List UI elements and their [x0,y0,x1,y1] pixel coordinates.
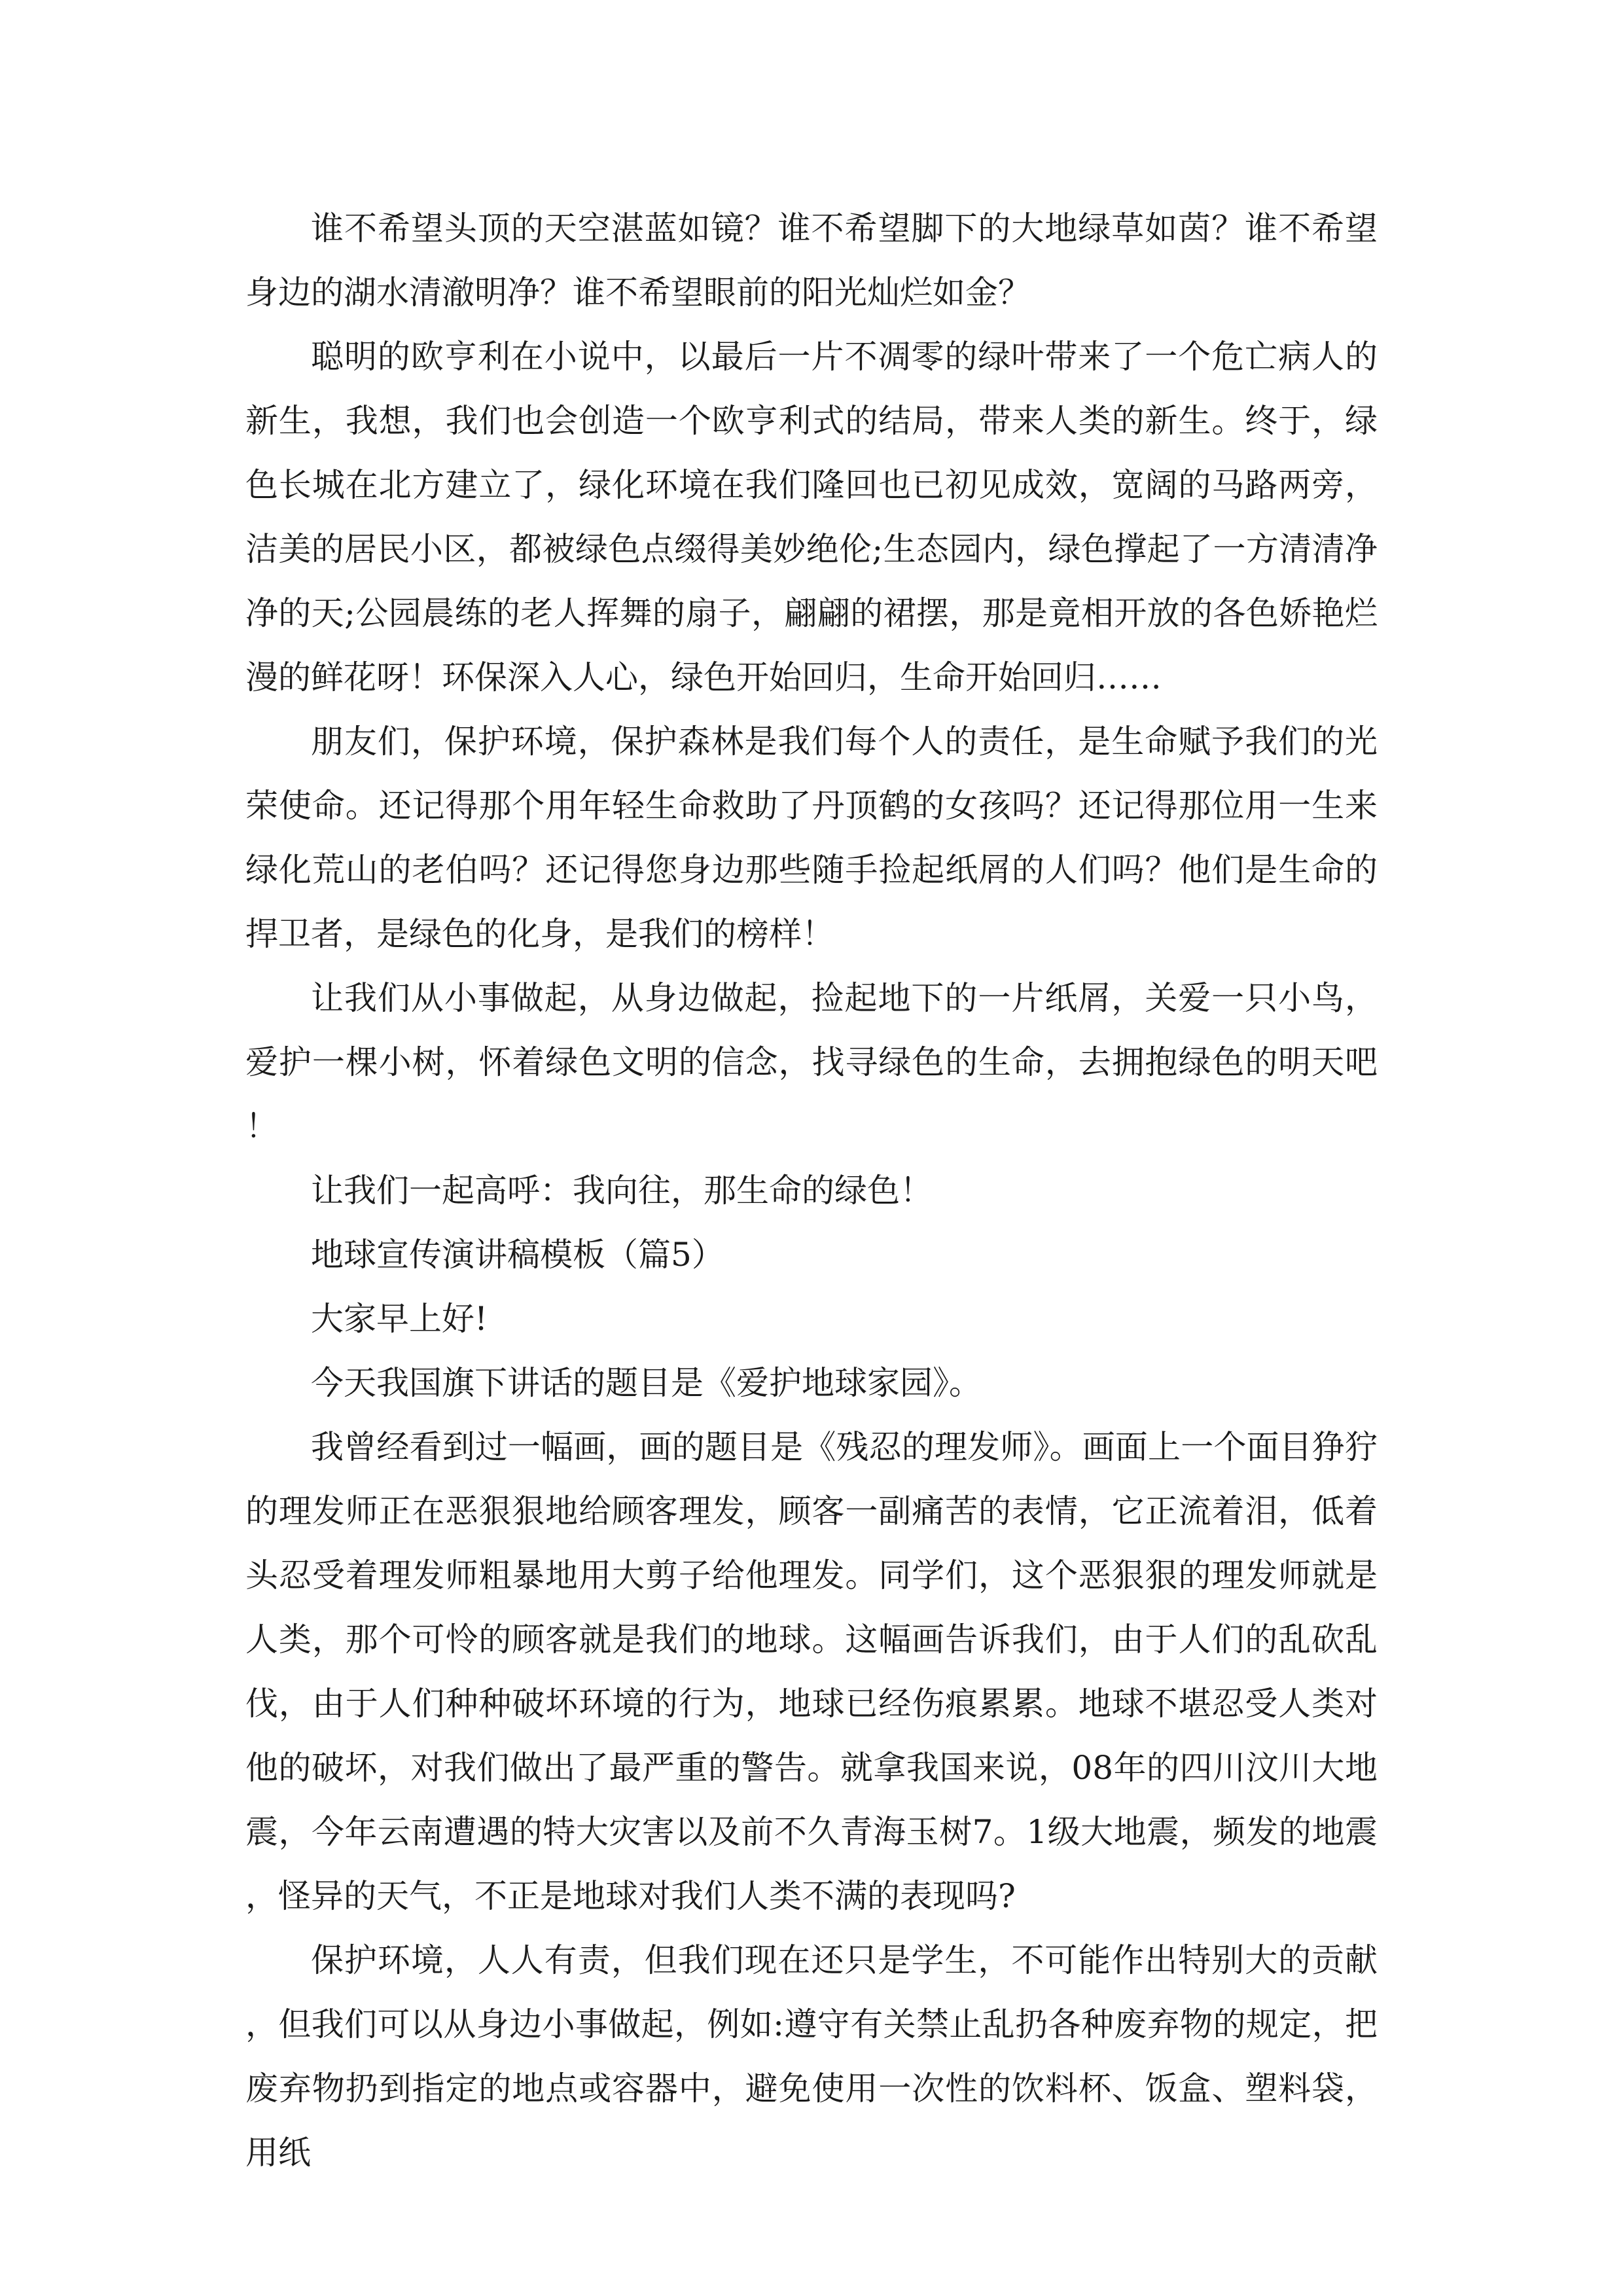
section-heading: 地球宣传演讲稿模板（篇5） [311,1236,724,1274]
paragraph-greeting: 大家早上好! [311,1300,488,1338]
paragraph-protect-environment: 保护环境，人人有责，但我们现在还只是学生，不可能作出特别大的贡献，但我们可以从身边小事做起，例如:遵守有关禁止乱扔各种废弃物的规定，把废弃物扔到指定的地点或容器中，避免使用一次性的饮料杯、饭盒、塑料袋，用纸 [245,1941,1378,2172]
paragraph-blue-sky-questions: 谁不希望头顶的天空湛蓝如镜？谁不希望脚下的大地绿草如茵？谁不希望身边的湖水清澈明净？谁不希望眼前的阳光灿烂如金？ [245,209,1378,312]
paragraph-start-small: 让我们从小事做起，从身边做起，捡起地下的一片纸屑，关爱一只小鸟，爱护一棵小树，怀着绿色文明的信念，找寻绿色的生命，去拥抱绿色的明天吧！ [245,979,1378,1145]
paragraph-barber-painting: 我曾经看到过一幅画，画的题目是《残忍的理发师》。画面上一个面目狰狞的理发师正在恶狠狠地给顾客理发，顾客一副痛苦的表情，它正流着泪，低着头忍受着理发师粗暴地用大剪子给他理发。同学们，这个恶狠狠的理发师就是人类，那个可怜的顾客就是我们的地球。这幅画告诉我们，由于人们的乱砍乱伐，由于人们种种破坏环境的行为，地球已经伤痕累累。地球不堪忍受人类对他的破坏，对我们做出了最严重的警告。就拿我国来说，08年的四川汶川大地震，今年云南遭遇的特大灾害以及前不久青海玉树7。1级大地震，频发的地震，怪异的天气，不正是地球对我们人类不满的表现吗? [245,1428,1378,1915]
paragraph-o-henry-green: 聪明的欧亨利在小说中，以最后一片不凋零的绿叶带来了一个危亡病人的新生，我想，我们也会创造一个欧亨利式的结局，带来人类的新生。终于，绿色长城在北方建立了，绿化环境在我们隆回也已初见成效，宽阔的马路两旁，洁美的居民小区，都被绿色点缀得美妙绝伦;生态园内，绿色撑起了一方清清净净的天;公园晨练的老人挥舞的扇子，翩翩的裙摆，那是竟相开放的各色娇艳烂漫的鲜花呀！环保深入人心，绿色开始回归，生命开始回归…… [245,338,1378,696]
paragraph-friends-responsibility: 朋友们，保护环境，保护森林是我们每个人的责任，是生命赋予我们的光荣使命。还记得那个用年轻生命救助了丹顶鹤的女孩吗？还记得那位用一生来绿化荒山的老伯吗？还记得您身边那些随手捡起纸屑的人们吗？他们是生命的捍卫者，是绿色的化身，是我们的榜样！ [245,723,1378,953]
paragraph-topic: 今天我国旗下讲话的题目是《爱护地球家园》。 [311,1364,982,1402]
paragraph-call-out: 让我们一起高呼：我向往，那生命的绿色！ [311,1172,933,1210]
document-body [245,196,1378,2185]
